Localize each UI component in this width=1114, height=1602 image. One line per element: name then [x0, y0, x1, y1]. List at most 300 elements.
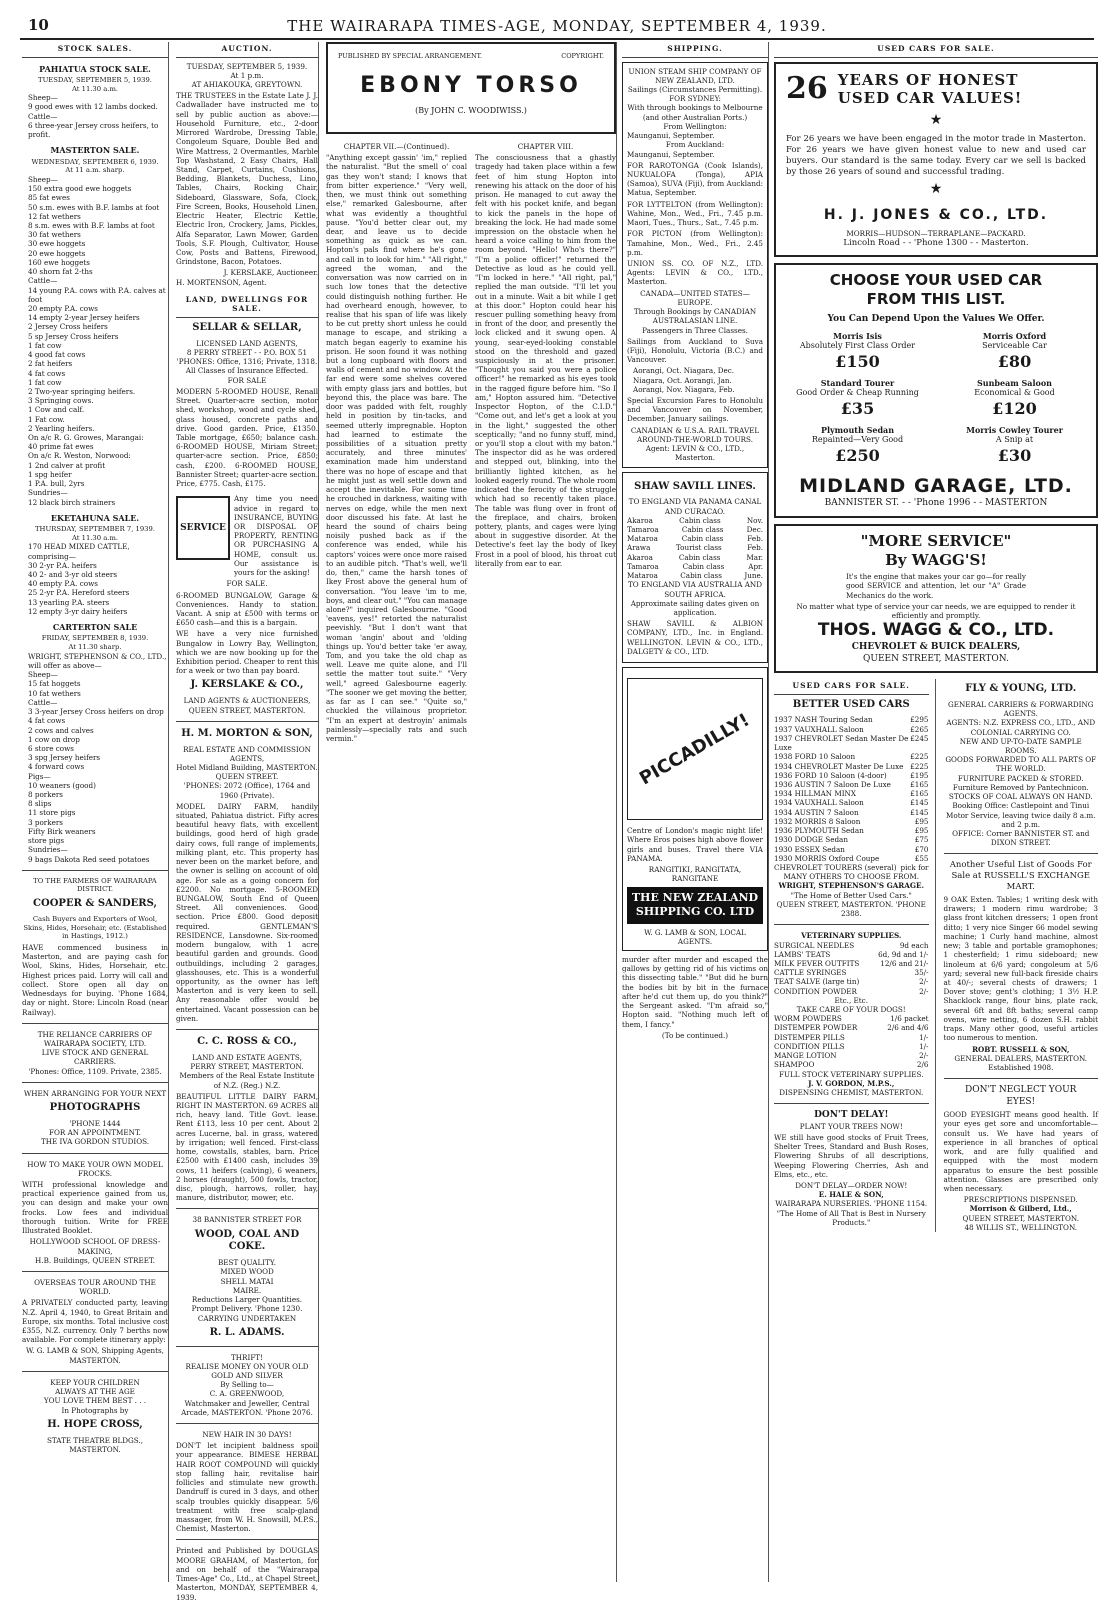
ad-desc: WAIRARAPA NURSERIES. 'PHONE 1154. — [775, 1199, 928, 1209]
section-header: SHIPPING. — [622, 42, 768, 58]
list-item: 5 sp Jersey Cross heifers — [28, 331, 119, 341]
service-logo: SERVICE — [176, 496, 230, 560]
ad-line: MORRIS—HUDSON—TERRAPLANE—PACKARD. — [846, 229, 1026, 239]
ad-body: REALISE MONEY ON YOUR OLD GOLD AND SILVER — [185, 1361, 309, 1380]
story-title: EBONY TORSO — [360, 73, 582, 98]
car-price: £250 — [835, 445, 880, 465]
sale-time: At 11.30 a.m. — [71, 533, 119, 542]
table-cell: 1934 CHEVROLET Master De Luxe — [774, 761, 904, 771]
copyright: COPYRIGHT. — [561, 52, 604, 60]
list-item: Fifty Birk weaners — [28, 826, 96, 836]
ad-line: By Selling to— — [220, 1380, 274, 1390]
car-desc: A Snip at — [995, 435, 1034, 445]
nz-shipping-logo: THE NEW ZEALAND SHIPPING CO. LTD — [627, 887, 763, 923]
table-cell: Mar. — [746, 552, 763, 562]
ad-line: Special Excursion Fares to Honolulu and Vancouver on November, December, January sailings. — [627, 396, 763, 424]
ad-address: 48 WILLIS ST., WELLINGTON. — [964, 1222, 1078, 1232]
list-item: 2 fat heifers — [28, 359, 73, 369]
agent: H. MORTENSON, Agent. — [176, 277, 267, 287]
table-row — [774, 863, 929, 872]
ad-address: QUEEN STREET, MASTERTON. 'PHONE 2388. — [776, 899, 926, 919]
car-price: £30 — [997, 445, 1032, 465]
table-cell: 1937 CHEVROLET Sedan Master De Luxe — [774, 733, 909, 753]
list-item: Sundries— — [28, 845, 68, 855]
advertiser-name: ROBT. RUSSELL & SON, — [972, 1044, 1070, 1054]
listing-body: 6-ROOMED BUNGALOW, Garage & Conveniences. Handy to station. Vacant. A snip at £500 with terms or £650 cash—and this is a bargain. — [176, 590, 318, 628]
table-cell: Tamaroa — [627, 525, 659, 535]
table-cell: £70 — [914, 844, 929, 854]
advertiser-name: SHAW SAVILL LINES. — [634, 480, 756, 492]
ad-address: Hotel Midland Building, MASTERTON. — [176, 762, 318, 772]
table-cell: Tamaroa — [627, 561, 659, 571]
car-price: £120 — [992, 398, 1037, 418]
list-item: 40 2- and 3-yr old steers — [28, 570, 118, 580]
table-cell: Feb. — [747, 534, 763, 544]
table-cell: 1937 VAUXHALL Saloon — [774, 724, 864, 734]
list-item: 8 slips — [28, 799, 52, 809]
list-item: 4 fat cows — [28, 368, 66, 378]
advertiser-name: C. C. ROSS & CO., — [197, 1036, 297, 1048]
page-number: 10 — [28, 16, 49, 34]
table-cell: Cabin class — [680, 571, 722, 581]
ad-line: PRESCRIPTIONS DISPENSED. — [963, 1195, 1078, 1205]
car-name: Sunbeam Saloon — [976, 378, 1052, 389]
section-header: LAND, DWELLINGS FOR SALE. — [176, 293, 318, 318]
table-cell: £55 — [914, 853, 929, 863]
list-item: 30 fat wethers — [28, 230, 81, 240]
ad-line: PLANT YOUR TREES NOW! — [799, 1121, 903, 1131]
ad-line: FOR PICTON (from Wellington): Tamahine, Mon., Wed., Fri., 2.45 p.m. — [627, 229, 763, 257]
ad-line: FOR SYDNEY: — [669, 94, 721, 104]
story-continuation: murder after murder and escaped the gallows by getting rid of his victims on this dissecting table." "But did he burn the bodies bit by bit in the furnace after he'd cut them up, do you think?" the Sergeant asked. "I'm afraid so," Hopton said. "Nothing much left of them, I fancy." — [622, 954, 768, 1029]
ad-line: KEEP YOUR CHILDREN — [50, 1377, 140, 1387]
list-item: 14 empty 2-year Jersey heifers — [28, 313, 140, 323]
sale-title: EKETAHUNA SALE. — [50, 512, 140, 523]
ad-line: BEST QUALITY. — [218, 1258, 276, 1268]
column-stock-sales — [22, 42, 169, 1582]
section-header: STOCK SALES. — [22, 42, 168, 58]
list-item: store pigs — [28, 836, 65, 846]
advertiser-name: Morrison & Gilberd, Ltd., — [969, 1204, 1072, 1214]
list-item: 15 fat hoggets — [28, 679, 81, 689]
table-row — [774, 950, 929, 959]
table-cell: 9d each — [899, 940, 929, 950]
sale-title: CARTERTON SALE — [52, 622, 138, 633]
table-row — [774, 1051, 929, 1060]
list-item: 10 weaners (good) — [28, 780, 96, 790]
advertiser-name: W. G. LAMB & SON, LOCAL AGENTS. — [644, 927, 746, 946]
advertiser-name: H. J. JONES & CO., LTD. — [823, 207, 1049, 224]
ad-line: TO ENGLAND VIA PANAMA CANAL AND CURACAO. — [628, 497, 762, 516]
ad-body: WITH professional knowledge and practical experience gained from us, you can design and make your own frocks. Low fees and individual thorough tuition. Write for FREE Illustrated Booklet. — [22, 1179, 168, 1236]
list-item: 9 good ewes with 12 lambs docked. — [28, 102, 158, 112]
car-name: Morris Cowley Tourer — [966, 425, 1063, 436]
table-cell: £265 — [910, 724, 929, 734]
ad-line: "The Home of Better Used Cars." — [790, 890, 912, 900]
column-auction-land — [176, 42, 319, 1602]
table-cell: 2/- — [919, 977, 929, 987]
ad-desc: Watchmaker and Jeweller, Central Arcade, MASTERTON. 'Phone 2076. — [181, 1398, 313, 1417]
ad-address: QUEEN STREET, MASTERTON. — [863, 653, 1009, 664]
car-name: Plymouth Sedan — [820, 425, 895, 436]
table-cell: CHEVROLET TOURERS (several) — [774, 862, 897, 872]
wagg-ad — [774, 524, 1098, 673]
ad-line: Through Bookings by CANADIAN AUSTRALASIAN LINE. — [633, 307, 757, 326]
advertiser-name: UNION STEAM SHIP COMPANY OF NEW ZEALAND, LTD. — [628, 66, 762, 85]
table-row — [774, 725, 929, 734]
list-item: 85 fat ewes — [28, 193, 70, 203]
table-cell: 35/- — [914, 968, 929, 978]
star-icon: ★ — [929, 181, 943, 198]
ad-line: TO ENGLAND VIA AUSTRALIA AND SOUTH AFRICA. — [628, 580, 762, 599]
table-cell: Apr. — [748, 561, 763, 571]
list-item: On a/c R. Weston, Norwood: — [28, 451, 131, 461]
car-desc: Repainted—Very Good — [811, 435, 904, 445]
ad-body: No matter what type of service your car needs, we are equipped to render it efficiently and promptly. — [796, 601, 1076, 621]
auction-date: TUESDAY, SEPTEMBER 5, 1939. — [186, 61, 308, 71]
table-row — [627, 571, 763, 580]
ad-desc: LIVE STOCK AND GENERAL CARRIERS. — [41, 1048, 149, 1067]
table-cell: 1/6 packet — [890, 1014, 929, 1024]
list-item: 12 fat wethers — [28, 211, 81, 221]
ad-body: GOOD EYESIGHT means good health. If your eyes get sore and uncomfortable—consult us. We have had years of experience in all branches of optical work, and are fully qualified and equipped with the most modern apparatus to ensure the best possible attention. Glasses are prescribed only when necessary. — [943, 1110, 1098, 1193]
list-item: Cattle— — [28, 111, 58, 121]
story-text: "Anything except gassin' 'im," replied the naturalist. "But the smell o' coal gas they won't stand; I knows that from bitter experience." "Very well, then, we must think out something else," remarked Galesbourne, after what was evidently a thoughtful pause. "You'd better clear out, my dear, and leave us to decide something as quick as we can. Hopton's pals find where he's gone and call in to look for him." "All right," agreed the woman, and the conversation was now carried on in such low tones that the detective could distinguish nothing further. He had overheard enough, however, to realise that his span of life was likely to be cut pretty short unless he could manage to escape, and striking a match began eagerly to examine his prison. He soon found it was nothing but a long cupboard with floors and walls of cement and no window. At the far end were some shelves covered with empty glass jars and bottles, but beyond this, the place was bare. The door was padded with felt, roughly held in position by tin-tacks, and seemed utterly impregnable. Hopton had learned to estimate the possibilities of a situation pretty accurately, and three minutes' examination made him understand there was no hope of escape and that he might just as well settle down and accept the inevitable. For some time he crouched in darkness, waiting with nerves on edge, while the men next door discussed his fate. At last he heard the sound of chairs being noisily pushed back as if the conference was ended, while his captors' voices were once more raised to an audible pitch. "That's well, we'll do, then," came the harsh tones of Ikey Frost above the general hum of conversation. "You leave 'im to me, boys, and clear out." "You can manage alone?" inquired Galesbourne. "Good 'eavens, yes!" retorted the naturalist peevishly. "But I don't want that woman 'angin' about and 'olding things up. You'd better take 'er away, Tom, and you take the old chap as well. Leave me quite alone, and I'll settle the matter tout suite." "Very well," agreed Galesbourne eagerly. "The sooner we get moving the better, as far as I can see." "Quite so," chuckled the villainous proprietor. "I'm an expert at destroyin' animals painlessly—specially rats and such vermin." — [326, 153, 467, 743]
ad-line: MANY OTHERS TO CHOOSE FROM. — [783, 872, 920, 882]
ad-line: GENERAL CARRIERS & FORWARDING AGENTS. — [948, 699, 1094, 719]
table-row — [774, 987, 929, 996]
sale-title: PAHIATUA STOCK SALE. — [39, 63, 151, 74]
for-sale-label: FOR SALE — [227, 375, 267, 385]
car-name: Morris Oxford — [982, 331, 1047, 342]
list-item: 1 cow on drop — [28, 734, 80, 744]
table-cell: 1936 FORD 10 Saloon (4-door) — [774, 770, 887, 780]
list-item: 2 cows and calves — [28, 725, 94, 735]
list-item: 4 good fat cows — [28, 350, 86, 360]
table-cell: SURGICAL NEEDLES — [774, 940, 855, 950]
table-cell: WORM POWDERS — [774, 1014, 842, 1024]
ad-line: STOCKS OF COAL ALWAYS ON HAND. — [948, 792, 1093, 802]
for-sale-label: FOR SALE. — [226, 579, 268, 589]
ad-line: Passengers in Three Classes. — [642, 325, 748, 335]
table-cell: £195 — [910, 770, 929, 780]
list-item: 3 3-year Jersey Cross heifers on drop — [28, 707, 164, 717]
table-cell: 1930 DODGE Sedan — [774, 835, 848, 845]
ad-line: "The Home of All That is Best in Nursery Products." — [776, 1208, 926, 1227]
table-cell: SHAMPOO — [774, 1060, 815, 1070]
ad-title: HOW TO MAKE YOUR OWN MODEL FROCKS. — [27, 1159, 163, 1178]
table-row — [627, 543, 763, 552]
table-row — [774, 780, 929, 789]
ad-address: QUEEN STREET, MASTERTON. — [962, 1213, 1080, 1223]
ad-line: FOR RAROTONGA (Cook Islands), NUKUALOFA (Tonga), APIA (Samoa), SUVA (Fiji), from Auckland: Matua, September. — [627, 160, 763, 198]
ad-line: CHEVROLET & BUICK DEALERS, — [851, 642, 1021, 653]
car-list — [786, 331, 1086, 466]
ad-body: DON'T let incipient baldness spoil your appearance. BIMESE HERBAL HAIR ROOT COMPOUND will quickly stop falling hair, revitalise hair follicles and stimulate new growth. Dandruff is cured in 3 days, and other scalp troubles quickly disappear. 5/6 treatment with free scalp-gland massager, from W. H. Snowsill, M.P.S., Chemist, Masterton. — [176, 1441, 318, 1534]
table-cell: £145 — [910, 798, 929, 808]
ad-body: 9 OAK Exten. Tables; 1 writing desk with drawers; 1 modern rimu wardrobe; 3 glass front kitchen dressers; 1 open front ditto; 1 very nice Singer 66 model sewing machine; 1 Curly hand machine, almost new; 3 table and portable gramophones; 1 chesterfield; 1 rimu sideboard; new linoleum at 6/6 yard; congoleum at 5/6 yard; several new full-back fireside chairs at 40/-; several chests of drawers; 1 Dover stove; gent's clothing; 1 3½ H.P. Shacklock range, flour bins, plate rack, several 6ft and 8ft baths; several camp ovens, wire netting, 6 dozen S.H. rabbit traps. Many other good, useful articles too numerous to mention. — [943, 895, 1098, 1043]
car-name: Standard Tourer — [820, 378, 895, 389]
table-cell: DISTEMPER PILLS — [774, 1032, 845, 1042]
auction-body: THE TRUSTEES in the Estate Late J. J. Cadwallader have instructed me to sell by public auction as above:—Household Furniture, etc., 2-door Mirrored Wardrobe, Dressing Table, Congoleum Square, Double Bed and Wire Mattress, 2 Overmantles, Marble Top Washstand, 2 Easy Chairs, Hall Stand, Carpet, Curtains, Cushions, Bedding, Blankets, Duchess, Lino, Tables, Chairs, Rocking Chair, Sideboard, Glassware, Sofa, Clock, Fire Screen, Books, Household Linen, Electric Heater, Electric Kettle, Electric Iron, Crockery, Jams, Pickles, Alfa Separator, Lawn Mower, Garden Tools, S.F. Plough, Cultivator, House Cow, Posts and Battens, Firewood, Grindstone, Bacon, Potatoes. — [176, 91, 318, 267]
list-item: 20 ewe hoggets — [28, 248, 86, 258]
ad-title: By WAGG'S! — [885, 551, 987, 570]
table-cell: £95 — [914, 816, 929, 826]
table-row — [774, 771, 929, 780]
sale-lots — [22, 175, 168, 507]
table-cell: 1932 MORRIS 8 Saloon — [774, 816, 861, 826]
table-row — [774, 762, 929, 771]
ad-address: QUEEN STREET. — [215, 772, 279, 782]
list-item: 1 spg heifer — [28, 469, 72, 479]
sale-date: FRIDAY, SEPTEMBER 8, 1939. — [41, 634, 149, 643]
advertiser-name: THE RELIANCE CARRIERS OF WAIRARAPA SOCIETY, LTD. — [37, 1029, 153, 1048]
ad-line: Agent: LEVIN & CO., LTD., Masterton. — [645, 444, 745, 463]
list-item: Sheep— — [28, 174, 58, 184]
table-cell: Akaroa — [627, 552, 653, 562]
advertiser-name: WRIGHT, STEPHENSON'S GARAGE. — [778, 881, 924, 891]
section-header: AUCTION. — [176, 42, 318, 58]
table-cell: £95 — [914, 826, 929, 836]
table-row — [774, 1023, 929, 1032]
car-name: Morris Isis — [833, 331, 882, 342]
list-item: 50 s.m. ewes with B.F. lambs at foot — [28, 202, 160, 212]
list-item: Niagara, Oct. Aorangi, Jan. — [633, 375, 732, 385]
table-row — [774, 789, 929, 798]
list-item: 12 empty 3-yr dairy heifers — [28, 606, 128, 616]
ad-address: PERRY STREET, MASTERTON. — [190, 1062, 304, 1072]
sale-date: TUESDAY, SEPTEMBER 5, 1939. — [38, 75, 152, 84]
ad-title: CANADA—UNITED STATES—EUROPE. — [640, 288, 750, 307]
column-shipping — [622, 42, 769, 1582]
ad-line: DON'T DELAY—ORDER NOW! — [795, 1181, 908, 1191]
advertiser-name: SELLAR & SELLAR, — [192, 322, 302, 334]
ad-body: A PRIVATELY conducted party, leaving N.Z. April 4, 1940, to Great Britain and Europe, six months. Total inclusive cost £355, N.Z. currency. Only 7 berths now available. For complete itinerary apply: — [22, 1298, 168, 1345]
advertiser-name: H. M. MORTON & SON, — [181, 727, 313, 739]
sale-lots — [22, 93, 168, 139]
advertiser-name: FLY & YOUNG, LTD. — [965, 683, 1077, 695]
table-cell: 1936 AUSTIN 7 Saloon De Luxe — [774, 780, 891, 789]
table-cell: MANGE LOTION — [774, 1051, 837, 1061]
newspaper-title: THE WAIRARAPA TIMES-AGE, MONDAY, SEPTEMBER 4, 1939. — [287, 17, 827, 35]
table-row — [774, 752, 929, 761]
list-item: 160 ewe hoggets — [28, 257, 90, 267]
table-row — [774, 959, 929, 968]
car-desc: Economical & Good — [974, 388, 1055, 398]
auction-place: AT AHIAKOUKA, GREYTOWN. — [191, 80, 303, 90]
listing-body: BEAUTIFUL LITTLE DAIRY FARM, RIGHT IN MASTERTON. 69 ACRES all rich, heavy land. Title Govt. lease. Rent £113, less 10 per cent. About 2 acres Lucerne, bal. in grass, watered by irrigation; well fenced. First-class home, cowstalls, stables, barn. Price £2500 with £1400 cash, includes 39 cows, 11 heifers (calving), 6 weaners, 2 horses (draught), 500 fowls, tractor, disc, plough, harrows, roller, hay, manure, distributor, mower, etc. — [176, 1091, 318, 1203]
car-desc: Good Order & Cheap Running — [796, 388, 919, 398]
ad-line: FOR LYTTELTON (from Wellington): Wahine, Mon., Wed., Fri., 7.45 p.m. Maori, Tues., Thurs., Sat., 7.45 p.m. — [627, 199, 763, 228]
table-cell: Dec. — [746, 525, 763, 535]
car-listing — [943, 331, 1086, 372]
listing-body: MODERN 5-ROOMED HOUSE, Renall Street. Quarter-acre section, motor shed, workshop, wood and cycle shed, glass housed, concrete paths and drive. Good garden. Price, £1350. Table mortgage, £650; balance cash. 6-ROOMED HOUSE, Miriam Street; quarter-acre section. Price, £850; cash, £200. 6-ROOMED HOUSE, Bannister Street; quarter-acre section. Price, £775. Cash, £175. — [176, 386, 318, 489]
ad-line: Booking Office: Castlepoint and Tinui Motor Service, leaving twice daily 8 a.m. and 2 p.m. — [946, 801, 1096, 829]
ad-desc: DISPENSING CHEMIST, MASTERTON. — [779, 1088, 924, 1097]
ad-line: Reductions Larger Quantities. — [191, 1295, 303, 1305]
piccadilly-illustration — [627, 678, 763, 820]
ad-line: SHELL MATAI — [220, 1276, 274, 1286]
sale-date: THURSDAY, SEPTEMBER 7, 1939. — [35, 525, 155, 534]
car-price: £35 — [840, 398, 875, 418]
ad-line: You Can Depend Upon the Values We Offer. — [827, 313, 1045, 324]
table-cell: 2/6 — [916, 1060, 929, 1070]
advertiser-name: MIDLAND GARAGE, LTD. — [799, 475, 1073, 497]
ad-phones: 'Phones: Office, 1109. Private, 2385. — [28, 1066, 162, 1076]
ad-desc: LAND AND ESTATE AGENTS, — [192, 1052, 302, 1062]
car-listing — [786, 378, 929, 419]
advertiser-name: E. HALE & SON, — [818, 1190, 884, 1200]
table-cell: 1934 HILLMAN MINX — [774, 789, 856, 799]
table-cell: 1930 ESSEX Sedan — [774, 844, 845, 854]
ad-body: WE still have good stocks of Fruit Trees, Shelter Trees, Standard and Bush Roses, Flowering Shrubs of all descriptions, Weeping Flowering Cherries, Ash and Elms, etc., etc. — [774, 1132, 929, 1179]
list-item: 30 2-yr P.A. heifers — [28, 560, 97, 570]
list-item: Pigs— — [28, 771, 51, 781]
sale-time: At 11.30 a.m. — [71, 84, 119, 93]
table-row — [774, 854, 929, 863]
ad-line: GOODS FORWARDED TO ALL PARTS OF THE WORLD. — [945, 755, 1097, 774]
ad-line: From Wellington: — [663, 121, 727, 131]
table-row — [774, 835, 929, 844]
ad-line: Maunganui, September. — [627, 149, 715, 159]
advertiser-name: J. V. GORDON, M.P.S., — [808, 1078, 895, 1088]
list-item: 1 Fat cow. — [28, 414, 65, 424]
list-item: 2 Two-year springing heifers. — [28, 386, 136, 396]
list-item: 2 Jersey Cross heifers — [28, 322, 108, 332]
ad-line: In Photographs by — [61, 1405, 129, 1415]
table-row — [774, 808, 929, 817]
ad-line: FURNITURE PACKED & STORED. Furniture Removed by Pantechnicon. — [952, 773, 1089, 792]
list-item: 10 fat wethers — [28, 688, 81, 698]
table-cell: CONDITION POWDER — [774, 986, 857, 996]
ad-phone: 'PHONE 1444 — [69, 1118, 121, 1128]
ad-body: Any time you need advice in regard to INSURANCE, BUYING OR DISPOSAL OF PROPERTY, RENTING OR PURCHASING A HOME, consult us. Our assistance is yours for the asking! — [234, 494, 318, 578]
ad-line: With through bookings to Melbourne (and other Australian Ports.) — [627, 103, 763, 122]
table-row — [774, 817, 929, 826]
table-cell: 2/6 and 4/6 — [887, 1023, 929, 1033]
car-desc: Absolutely First Class Order — [799, 341, 916, 351]
car-listing — [786, 425, 929, 466]
table-cell: 1/- — [919, 1041, 929, 1051]
table-cell: June. — [744, 571, 763, 581]
table-cell: 2/- — [919, 986, 929, 996]
ad-body: Centre of London's magic night life! Where Eros poises high above flower girls and buses. Travel there VIA PANAMA. — [627, 826, 763, 863]
list-item: 20 empty P.A. cows — [28, 303, 98, 313]
advertiser-name: THE IVA GORDON STUDIOS. — [40, 1137, 150, 1147]
list-item: Cattle— — [28, 697, 58, 707]
table-row — [774, 977, 929, 986]
advertiser-name: C. A. GREENWOOD, — [209, 1389, 285, 1399]
table-cell: 1938 FORD 10 Saloon — [774, 752, 856, 762]
list-item: On a/c R. G. Growes, Marangai: — [28, 433, 144, 443]
to-be-continued: (To be continued.) — [661, 1030, 729, 1040]
ad-title: BETTER USED CARS — [792, 698, 910, 710]
ad-preface: WHEN ARRANGING FOR YOUR NEXT — [23, 1088, 167, 1098]
table-cell: CATTLE SYRINGES — [774, 968, 847, 978]
ad-title: EYES! — [1006, 1096, 1036, 1107]
ship-list — [627, 366, 763, 394]
column-serial-story — [326, 42, 617, 1582]
star-icon: ★ — [929, 111, 943, 128]
list-item: 170 HEAD MIXED CATTLE, comprising— — [28, 542, 130, 561]
sale-title: MASTERTON SALE. — [50, 145, 140, 156]
ad-line: CANADIAN & U.S.A. RAIL TRAVEL — [630, 425, 760, 435]
list-item: 1 Cow and calf. — [28, 405, 85, 415]
ad-line: LICENSED LAND AGENTS, — [196, 338, 298, 348]
ad-title: CHOOSE YOUR USED CAR — [829, 271, 1043, 290]
ad-line: Sailings (Circumstances Permitting). — [627, 85, 763, 95]
story-text: The consciousness that a ghastly tragedy had taken place within a few feet of him stung Hopton into renewing his attack on the door of his prison. He managed to cut away the felt with his pocket knife, and began to kick the panels in the hope of breaking the lock. He had made some impression on the obstacle when he heard a voice calling to him from the room beyond. "Hello! Who's there?" "I'm a police officer!" returned the Detective as loud as he could yell. "I'm locked in here." "All right, pal," replied the man outside. "I'll let you out in a minute. Wait a bit while I get at this door." Hopton could hear his rescuer pulling something heavy from in front of the door, and presently the lock clicked and it swung open. A young, sear-eyed-looking constable stood on the threshold and gazed suspiciously in at the prisoner. "Thought you said you were a police officer!" he remarked as his eyes took in the ragged figure before him. "So I am," Hopton assured him. "Detective Inspector Hopton, of the C.I.D." "Come out, and let's get a look at you in the light," suggested the other sceptically; "and no funny stuff, mind, or you'll stop a clout with my baton." The inspector did as he was ordered and stepped out, blinking, into the brilliantly lighted kitchen, as he looked eagerly round. The whole room indicated the ferocity of the struggle which had so recently taken place. The table was flung over in front of the fireplace, and chairs, broken pottery, plants, and cages were lying about in suggestive disorder. At the Detective's feet lay the body of Ikey Frost in a pool of blood, his throat cut literally from ear to ear. — [475, 153, 616, 568]
car-listing — [943, 425, 1086, 466]
list-item: 4 fat cows — [28, 716, 66, 726]
ad-line: NEW AND UP-TO-DATE SAMPLE ROOMS. — [959, 736, 1082, 755]
jones-ad — [774, 62, 1098, 258]
ad-body: For 26 years we have been engaged in the motor trade in Masterton. For 26 years we have given honest value to new and used car buyers. Our standard is the same today. Every car we sell is backed by those 26 years of sound and successful trading. — [786, 133, 1086, 177]
list-item: Aorangi, Nov. Niagara, Feb. — [633, 384, 735, 394]
special-arrangement: PUBLISHED BY SPECIAL ARRANGEMENT. — [338, 52, 483, 60]
ad-phones: 'PHONES: 2072 (Office), 1764 and 1960 (Private). — [183, 781, 311, 800]
ad-line: FULL STOCK VETERINARY SUPPLIES. — [778, 1069, 924, 1079]
listing-body: WE have a very nice furnished Bungalow in Lowry Bay, Wellington, which we are now booking up for the Exhibition period. Cheaper to rent this for a week or two than pay board. — [176, 629, 318, 676]
table-cell: DISTEMPER POWDER — [774, 1023, 858, 1033]
car-listing — [786, 331, 929, 372]
table-cell: £225 — [910, 761, 929, 771]
table-cell: £145 — [910, 807, 929, 817]
list-item: Sheep— — [28, 670, 58, 680]
table-row — [774, 941, 929, 950]
chapter-heading: CHAPTER VII.—(Continued). — [343, 142, 450, 151]
ad-title: NEW HAIR IN 30 DAYS! — [202, 1430, 292, 1440]
list-item: 4 forward cows — [28, 762, 85, 772]
list-item: 14 young P.A. cows with P.A. calves at foot — [28, 285, 166, 304]
advertiser-name: COOPER & SANDERS, — [33, 898, 157, 910]
list-item: 25 2-yr P.A. Hereford steers — [28, 588, 130, 598]
table-cell: Feb. — [747, 543, 763, 553]
ad-line: RANGITIKI, RANGITATA, RANGITANE — [648, 864, 742, 884]
list-item: Sundries— — [28, 488, 68, 498]
list-item: 1 2nd calver at profit — [28, 460, 106, 470]
ad-body: It's the engine that makes your car go—for really good SERVICE and attention, let our "A" Grade Mechanics do the work. — [846, 572, 1026, 600]
advertiser-name: THOS. WAGG & CO., LTD. — [817, 620, 1055, 641]
table-cell: 1930 MORRIS Oxford Coupe — [774, 853, 880, 863]
table-row — [774, 1042, 929, 1051]
table-cell: £245 — [910, 733, 929, 743]
ad-line: TAKE CARE OF YOUR DOGS! — [796, 1005, 906, 1015]
ad-line: YEARS OF HONEST — [837, 70, 1019, 89]
ad-desc: FOR AN APPOINTMENT. — [49, 1128, 141, 1138]
ad-line: YOU LOVE THEM BEST . . . — [43, 1396, 147, 1406]
table-cell: 1934 VAUXHALL Saloon — [774, 798, 864, 808]
ad-line: SHAW SAVILL & ALBION COMPANY, LTD., Inc. in England. WELLINGTON. LEVIN & CO., LTD., DALGETY & CO., LTD. — [627, 619, 763, 656]
masthead — [20, 14, 1094, 40]
list-item: 40 empty P.A. cows — [28, 579, 98, 589]
table-cell: £75 — [914, 835, 929, 845]
ad-line: AGENTS: N.Z. EXPRESS CO., LTD., AND COLONIAL CARRYING CO. — [946, 718, 1096, 737]
ad-desc: Cash Buyers and Exporters of Wool, Skins, Hides, Horsehair, etc. (Established in Hastings, 1912.) — [23, 914, 167, 941]
car-desc: Serviceable Car — [982, 341, 1047, 351]
table-cell: Mataroa — [627, 534, 658, 544]
table-cell: 1936 PLYMOUTH Sedan — [774, 826, 864, 836]
ad-line: OFFICE: Corner BANNISTER ST. and DIXON STREET. — [952, 828, 1090, 848]
table-row — [774, 734, 929, 752]
list-item: 13 yearling P.A. steers — [28, 597, 110, 607]
list-item: WRIGHT, STEPHENSON & CO., LTD., will offer as above— — [28, 651, 167, 670]
table-row — [774, 1033, 929, 1042]
table-cell: Cabin class — [679, 515, 721, 525]
list-item: 40 prime fat ewes — [28, 442, 94, 452]
table-row — [774, 1014, 929, 1023]
ad-address: H.B. Buildings, QUEEN STREET. — [35, 1255, 155, 1265]
